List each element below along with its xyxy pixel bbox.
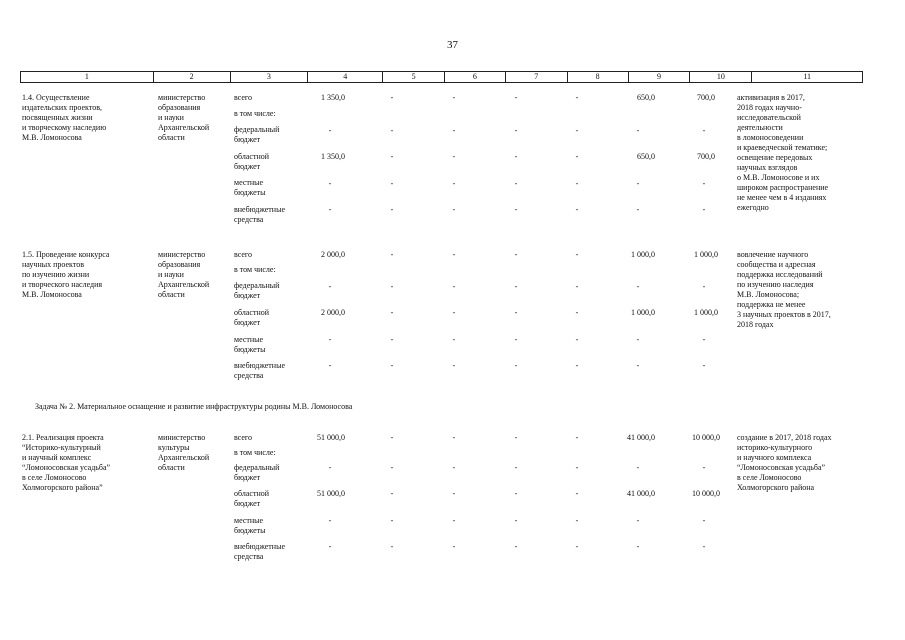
dash: - (328, 282, 332, 291)
executor: министерство образования и науки Архангельской области (158, 250, 210, 299)
dash: - (452, 489, 456, 498)
dash: - (575, 516, 579, 525)
funding-label-local: местные бюджеты (234, 516, 266, 535)
dash: - (636, 179, 640, 188)
cell-regional-col9: 1 000,0 (631, 308, 655, 317)
dash: - (636, 126, 640, 135)
column-header-row (20, 71, 863, 83)
column-header-4: 4 (308, 72, 383, 82)
dash: - (514, 542, 518, 551)
dash: - (514, 282, 518, 291)
dash: - (452, 516, 456, 525)
dash: - (514, 126, 518, 135)
measure-title: 1.4. Осуществление издательских проектов, посвященных жизни и творческому наследию М.В. Ломоносова (22, 93, 107, 142)
dash: - (390, 179, 394, 188)
executor: министерство культуры Архангельской области (158, 433, 210, 472)
dash: - (390, 250, 394, 259)
column-header-8: 8 (568, 72, 629, 82)
dash: - (390, 361, 394, 370)
column-header-6: 6 (445, 72, 506, 82)
dash: - (452, 152, 456, 161)
column-header-1: 1 (21, 72, 154, 82)
dash: - (514, 463, 518, 472)
dash: - (514, 489, 518, 498)
column-header-10: 10 (690, 72, 752, 82)
dash: - (575, 126, 579, 135)
dash: - (328, 361, 332, 370)
cell-regional-col10: 700,0 (697, 152, 715, 161)
dash: - (452, 282, 456, 291)
dash: - (390, 205, 394, 214)
funding-label-regional: областной бюджет (234, 152, 270, 171)
dash: - (702, 205, 706, 214)
executor: министерство образования и науки Архангельской области (158, 93, 210, 142)
dash: - (514, 308, 518, 317)
dash: - (514, 93, 518, 102)
dash: - (575, 282, 579, 291)
funding-label-local: местные бюджеты (234, 178, 266, 197)
column-header-5: 5 (383, 72, 445, 82)
dash: - (452, 463, 456, 472)
funding-label-local: местные бюджеты (234, 335, 266, 354)
column-header-2: 2 (154, 72, 231, 82)
dash: - (575, 542, 579, 551)
funding-label-total: всего (234, 433, 253, 442)
dash: - (575, 250, 579, 259)
cell-total-col10: 1 000,0 (694, 250, 718, 259)
dash: - (514, 516, 518, 525)
funding-label-including: в том числе: (234, 265, 276, 274)
dash: - (702, 335, 706, 344)
dash: - (452, 250, 456, 259)
funding-label-extra: внебюджетные средства (234, 361, 285, 380)
dash: - (452, 205, 456, 214)
dash: - (575, 361, 579, 370)
dash: - (575, 152, 579, 161)
dash: - (514, 335, 518, 344)
dash: - (328, 179, 332, 188)
dash: - (575, 205, 579, 214)
dash: - (452, 308, 456, 317)
column-header-11: 11 (803, 72, 812, 81)
expected-result: активизация в 2017, 2018 годах научно- исследовательской деятельности в ломоносоведении и краеведческой тематике; освещение передовых научных взглядов о М.В. Ломоносове и их широком распространение не менее чем в 4 изданиях ежегодно (737, 93, 829, 212)
dash: - (328, 126, 332, 135)
dash: - (390, 308, 394, 317)
cell-total-col9: 650,0 (637, 93, 655, 102)
dash: - (636, 282, 640, 291)
funding-label-federal: федеральный бюджет (234, 281, 280, 300)
dash: - (514, 250, 518, 259)
dash: - (390, 463, 394, 472)
dash: - (390, 152, 394, 161)
funding-label-federal: федеральный бюджет (234, 463, 280, 482)
dash: - (702, 126, 706, 135)
dash: - (452, 126, 456, 135)
cell-regional-col10: 1 000,0 (694, 308, 718, 317)
dash: - (390, 433, 394, 442)
dash: - (636, 361, 640, 370)
funding-label-federal: федеральный бюджет (234, 125, 280, 144)
dash: - (514, 361, 518, 370)
dash: - (452, 361, 456, 370)
dash: - (390, 93, 394, 102)
dash: - (328, 516, 332, 525)
dash: - (575, 463, 579, 472)
cell-total-col4: 1 350,0 (321, 93, 345, 102)
dash: - (636, 463, 640, 472)
dash: - (575, 489, 579, 498)
dash: - (636, 516, 640, 525)
dash: - (390, 542, 394, 551)
expected-result: создание в 2017, 2018 годах историко-культурного и научного комплекса “Ломоносовская усадьба” в селе Ломоносово Холмогорского района (737, 433, 832, 492)
funding-label-extra: внебюджетные средства (234, 205, 285, 224)
measure-title: 2.1. Реализация проекта “Историко-культурный и научный комплекс “Ломоносовская усадьба” в селе Ломоносово Холмогорского района” (22, 433, 111, 492)
dash: - (452, 542, 456, 551)
dash: - (702, 542, 706, 551)
dash: - (636, 205, 640, 214)
cell-total-col10: 700,0 (697, 93, 715, 102)
column-header-3: 3 (231, 72, 309, 82)
cell-total-col10: 10 000,0 (692, 433, 720, 442)
dash: - (452, 335, 456, 344)
dash: - (514, 205, 518, 214)
dash: - (390, 282, 394, 291)
dash: - (452, 433, 456, 442)
cell-regional-col4: 1 350,0 (321, 152, 345, 161)
dash: - (390, 126, 394, 135)
dash: - (702, 516, 706, 525)
dash: - (328, 542, 332, 551)
funding-label-including: в том числе: (234, 448, 276, 457)
cell-total-col9: 1 000,0 (631, 250, 655, 259)
cell-regional-col4: 2 000,0 (321, 308, 345, 317)
dash: - (702, 282, 706, 291)
funding-label-total: всего (234, 250, 253, 259)
dash: - (702, 463, 706, 472)
dash: - (575, 335, 579, 344)
dash: - (575, 179, 579, 188)
dash: - (702, 179, 706, 188)
cell-total-col4: 51 000,0 (317, 433, 345, 442)
funding-label-extra: внебюджетные средства (234, 542, 285, 561)
measure-title: 1.5. Проведение конкурса научных проектов по изучению жизни и творческого наследия М.В. Ломоносова (22, 250, 110, 299)
column-header-7: 7 (506, 72, 568, 82)
cell-total-col9: 41 000,0 (627, 433, 655, 442)
dash: - (514, 433, 518, 442)
dash: - (390, 516, 394, 525)
dash: - (514, 179, 518, 188)
dash: - (328, 335, 332, 344)
dash: - (452, 93, 456, 102)
dash: - (575, 93, 579, 102)
dash: - (390, 489, 394, 498)
cell-total-col4: 2 000,0 (321, 250, 345, 259)
dash: - (390, 335, 394, 344)
dash: - (514, 152, 518, 161)
dash: - (636, 335, 640, 344)
dash: - (636, 542, 640, 551)
funding-label-including: в том числе: (234, 109, 276, 118)
funding-label-regional: областной бюджет (234, 489, 270, 508)
dash: - (452, 179, 456, 188)
expected-result: вовлечение научного сообщества и адресная поддержка исследований по изучению наследия М.В. Ломоносова; поддержка не менее 3 научных проектов в 2017, 2018 годах (737, 250, 831, 329)
column-header-9: 9 (629, 72, 691, 82)
funding-label-regional: областной бюджет (234, 308, 270, 327)
dash: - (328, 463, 332, 472)
dash: - (702, 361, 706, 370)
dash: - (575, 308, 579, 317)
dash: - (328, 205, 332, 214)
funding-label-total: всего (234, 93, 253, 102)
cell-regional-col9: 650,0 (637, 152, 655, 161)
dash: - (575, 433, 579, 442)
cell-regional-col4: 51 000,0 (317, 489, 345, 498)
cell-regional-col9: 41 000,0 (627, 489, 655, 498)
cell-regional-col10: 10 000,0 (692, 489, 720, 498)
task-heading: Задача № 2. Материальное оснащение и развитие инфраструктуры родины М.В. Ломоносова (35, 402, 353, 411)
page-number: 37 (447, 39, 458, 51)
